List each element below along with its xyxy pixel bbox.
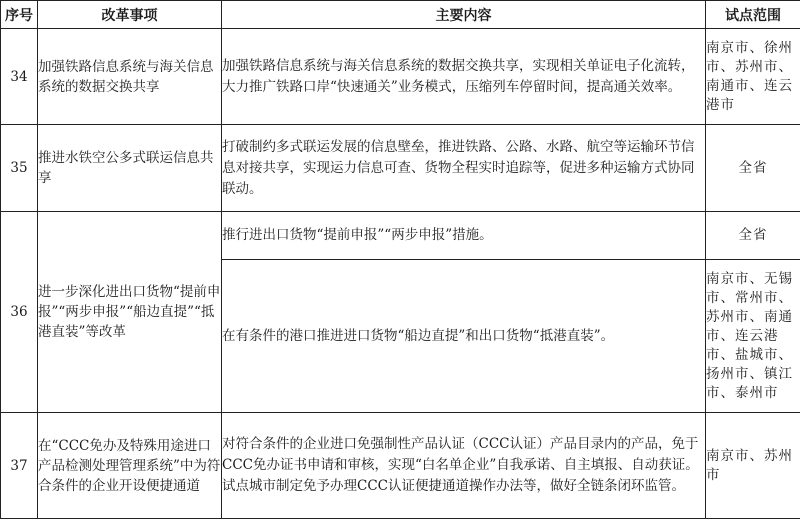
row-number: 36 bbox=[1, 212, 38, 413]
row-number: 35 bbox=[1, 125, 38, 212]
row-number: 37 bbox=[1, 413, 38, 519]
pilot-scope: 全省 bbox=[706, 125, 800, 212]
pilot-scope: 全省 bbox=[706, 212, 800, 260]
row-number: 34 bbox=[1, 29, 38, 125]
pilot-scope: 南京市、苏州市 bbox=[706, 413, 800, 519]
reform-item: 在“CCC免办及特殊用途进口产品检测处理管理系统”中为符合条件的企业开设便捷通道 bbox=[38, 413, 222, 519]
reform-item: 推进水铁空公多式联运信息共享 bbox=[38, 125, 222, 212]
pilot-scope: 南京市、徐州市、苏州市、南通市、连云港市 bbox=[706, 29, 800, 125]
table-row bbox=[1, 125, 800, 212]
table-row bbox=[1, 212, 800, 260]
table-row bbox=[1, 413, 800, 519]
pilot-scope: 南京市、无锡市、常州市、苏州市、南通市、连云港市、盐城市、扬州市、镇江市、泰州市 bbox=[706, 260, 800, 413]
reform-item: 进一步深化进出口货物“提前申报”“两步申报”“船边直提”“抵港直装”等改革 bbox=[38, 212, 222, 413]
reform-item: 加强铁路信息系统与海关信息系统的数据交换共享 bbox=[38, 29, 222, 125]
main-content: 推行进出口货物“提前申报”“两步申报”措施。 bbox=[222, 212, 706, 260]
header-content: 主要内容 bbox=[222, 1, 706, 29]
main-content: 在有条件的港口推进进口货物“船边直提”和出口货物“抵港直装”。 bbox=[222, 260, 706, 413]
header-scope: 试点范围 bbox=[706, 1, 800, 29]
header-item: 改革事项 bbox=[38, 1, 222, 29]
header-no: 序号 bbox=[1, 1, 38, 29]
header-row bbox=[1, 1, 800, 29]
main-content: 加强铁路信息系统与海关信息系统的数据交换共享，实现相关单证电子化流转，大力推广铁路口岸“快速通关”业务模式，压缩列车停留时间，提高通关效率。 bbox=[222, 29, 706, 125]
table-row bbox=[1, 29, 800, 125]
main-content: 对符合条件的企业进口免强制性产品认证（CCC认证）产品目录内的产品，免于CCC免办证书申请和审核，实现“白名单企业”自我承诺、自主填报、自动获证。试点城市制定免予办理CCC认证便捷通道操作办法等，做好全链条闭环监管。 bbox=[222, 413, 706, 519]
main-content: 打破制约多式联运发展的信息壁垒，推进铁路、公路、水路、航空等运输环节信息对接共享，实现运力信息可查、货物全程实时追踪等，促进多种运输方式协同联动。 bbox=[222, 125, 706, 212]
